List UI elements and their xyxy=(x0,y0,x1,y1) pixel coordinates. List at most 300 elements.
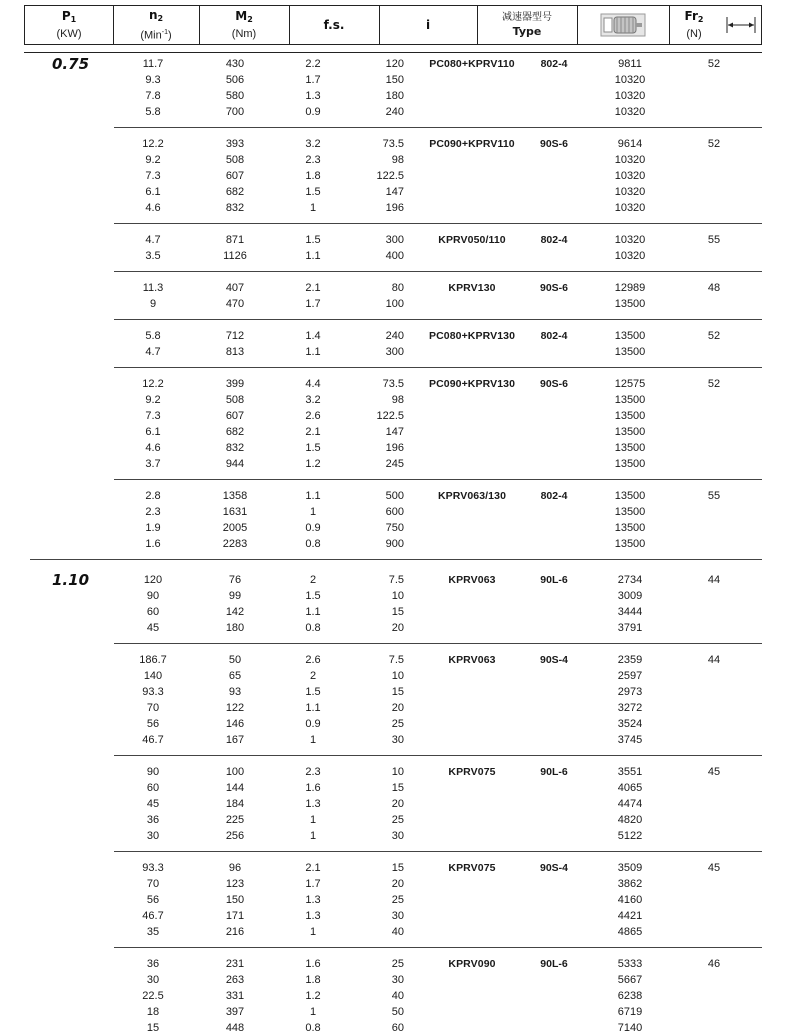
service-factor-cell: 1.3 xyxy=(305,90,321,102)
gear-section xyxy=(0,860,790,940)
table-row xyxy=(0,520,790,536)
radial-load-cell: 4421 xyxy=(617,910,643,922)
output-speed-cell: 60 xyxy=(146,782,160,794)
ratio-cell: 400 xyxy=(385,250,404,262)
service-factor-cell: 2.1 xyxy=(305,282,321,294)
service-factor-cell: 2 xyxy=(309,574,317,586)
gearbox-type-cell: PC080+KPRV110 xyxy=(429,58,515,70)
ratio-cell: 900 xyxy=(385,538,404,550)
gear-section xyxy=(0,652,790,748)
table-row xyxy=(0,200,790,216)
shaft-size-cell: 48 xyxy=(707,282,721,294)
output-speed-cell: 9.2 xyxy=(145,154,161,166)
radial-load-cell: 3272 xyxy=(617,702,643,714)
radial-load-cell: 12989 xyxy=(614,282,646,294)
section-divider xyxy=(114,947,762,948)
output-speed-cell: 7.3 xyxy=(145,170,161,182)
radial-load-cell: 10320 xyxy=(614,202,646,214)
ratio-cell: 245 xyxy=(385,458,404,470)
type-en-label: Type xyxy=(512,25,542,38)
gearbox-type-cell: KPRV050/110 xyxy=(438,234,506,246)
fr2-unit: (N) xyxy=(686,28,702,40)
ratio-cell: 7.5 xyxy=(388,654,404,666)
ratio-cell: 10 xyxy=(391,590,404,602)
motor-type-cell: 90L-6 xyxy=(540,958,568,970)
radial-load-cell: 2359 xyxy=(617,654,643,666)
ratio-cell: 40 xyxy=(391,926,404,938)
radial-load-cell: 3862 xyxy=(617,878,643,890)
output-speed-cell: 12.2 xyxy=(142,138,164,150)
radial-load-cell: 4160 xyxy=(617,894,643,906)
output-speed-cell: 22.5 xyxy=(142,990,164,1002)
gear-section xyxy=(0,56,790,120)
radial-load-cell: 13500 xyxy=(614,442,646,454)
output-torque-cell: 50 xyxy=(228,654,242,666)
table-row xyxy=(0,456,790,472)
table-row xyxy=(0,232,790,248)
radial-load-cell: 13500 xyxy=(614,522,646,534)
output-torque-cell: 216 xyxy=(225,926,245,938)
table-row xyxy=(0,620,790,636)
output-torque-cell: 430 xyxy=(225,58,245,70)
table-row xyxy=(0,184,790,200)
output-torque-cell: 171 xyxy=(225,910,245,922)
service-factor-cell: 1 xyxy=(309,506,317,518)
i-symbol: i xyxy=(425,18,431,32)
ratio-cell: 98 xyxy=(391,154,404,166)
output-torque-cell: 142 xyxy=(225,606,245,618)
output-torque-cell: 393 xyxy=(225,138,245,150)
output-speed-cell: 4.7 xyxy=(145,346,161,358)
output-speed-cell: 30 xyxy=(146,974,160,986)
service-factor-cell: 1.5 xyxy=(305,686,321,698)
output-torque-cell: 682 xyxy=(225,186,245,198)
ratio-cell: 25 xyxy=(391,958,404,970)
gearbox-type-cell: KPRV063/130 xyxy=(437,490,507,502)
output-speed-cell: 7.8 xyxy=(145,90,161,102)
service-factor-cell: 1 xyxy=(309,1006,317,1018)
ratio-cell: 7.5 xyxy=(388,574,404,586)
shaft-size-cell: 44 xyxy=(707,574,721,586)
shaft-size-cell: 52 xyxy=(707,58,721,70)
motor-type-cell: 90S-6 xyxy=(539,138,569,150)
radial-load-cell: 3509 xyxy=(617,862,643,874)
output-speed-cell: 70 xyxy=(146,878,160,890)
header-fs xyxy=(289,6,379,44)
output-torque-cell: 607 xyxy=(225,410,245,422)
header-fr2 xyxy=(669,6,719,44)
section-divider xyxy=(114,271,762,272)
output-speed-cell: 56 xyxy=(146,718,160,730)
table-row xyxy=(0,716,790,732)
output-speed-cell: 70 xyxy=(146,702,160,714)
motor-type-cell: 802-4 xyxy=(540,234,568,246)
table-row xyxy=(0,376,790,392)
section-divider xyxy=(114,319,762,320)
output-torque-cell: 184 xyxy=(225,798,245,810)
service-factor-cell: 1.7 xyxy=(305,878,321,890)
service-factor-cell: 4.4 xyxy=(305,378,321,390)
output-speed-cell: 36 xyxy=(146,958,160,970)
table-row xyxy=(0,280,790,296)
service-factor-cell: 2.1 xyxy=(305,862,321,874)
ratio-cell: 30 xyxy=(391,830,404,842)
radial-load-cell: 3009 xyxy=(617,590,643,602)
radial-load-cell: 10320 xyxy=(614,170,646,182)
service-factor-cell: 0.9 xyxy=(305,522,321,534)
table-row xyxy=(0,876,790,892)
table-row xyxy=(0,988,790,1004)
ratio-cell: 25 xyxy=(391,894,404,906)
service-factor-cell: 1.8 xyxy=(305,170,321,182)
output-speed-cell: 2.3 xyxy=(145,506,161,518)
ratio-cell: 20 xyxy=(391,798,404,810)
output-torque-cell: 508 xyxy=(225,154,245,166)
output-torque-cell: 144 xyxy=(225,782,245,794)
service-factor-cell: 1 xyxy=(309,814,317,826)
output-torque-cell: 180 xyxy=(225,622,245,634)
service-factor-cell: 0.8 xyxy=(305,622,321,634)
ratio-cell: 15 xyxy=(391,862,404,874)
gearbox-type-cell: KPRV075 xyxy=(448,766,496,778)
output-torque-cell: 944 xyxy=(225,458,245,470)
service-factor-cell: 1.2 xyxy=(305,990,321,1002)
ratio-cell: 30 xyxy=(391,734,404,746)
output-speed-cell: 30 xyxy=(146,830,160,842)
radial-load-cell: 5333 xyxy=(617,958,643,970)
ratio-cell: 40 xyxy=(391,990,404,1002)
section-divider xyxy=(114,643,762,644)
output-speed-cell: 140 xyxy=(143,670,163,682)
table-row xyxy=(0,972,790,988)
output-torque-cell: 99 xyxy=(228,590,242,602)
radial-load-cell: 10320 xyxy=(614,250,646,262)
service-factor-cell: 1.1 xyxy=(305,250,321,262)
output-speed-cell: 6.1 xyxy=(145,426,161,438)
output-speed-cell: 4.7 xyxy=(145,234,161,246)
shaft-size-cell: 52 xyxy=(707,138,721,150)
table-row xyxy=(0,152,790,168)
table-row xyxy=(0,796,790,812)
radial-load-cell: 3791 xyxy=(617,622,643,634)
motor-type-cell: 802-4 xyxy=(540,330,568,342)
table-row xyxy=(0,860,790,876)
service-factor-cell: 2.6 xyxy=(305,410,321,422)
radial-load-cell: 10320 xyxy=(614,154,646,166)
output-speed-cell: 11.7 xyxy=(142,58,164,70)
output-torque-cell: 682 xyxy=(225,426,245,438)
radial-load-cell: 5667 xyxy=(617,974,643,986)
radial-load-cell: 3745 xyxy=(617,734,643,746)
shaft-size-cell: 55 xyxy=(707,234,721,246)
table-row xyxy=(0,604,790,620)
radial-load-cell: 13500 xyxy=(614,458,646,470)
gearbox-type-cell: PC090+KPRV110 xyxy=(429,138,515,150)
gear-section xyxy=(0,956,790,1036)
shaft-size-cell: 55 xyxy=(707,490,721,502)
motor-type-cell: 90S-4 xyxy=(539,654,569,666)
service-factor-cell: 1 xyxy=(309,202,317,214)
output-torque-cell: 225 xyxy=(225,814,245,826)
table-row xyxy=(0,440,790,456)
motor-type-cell: 90S-6 xyxy=(539,378,569,390)
output-speed-cell: 90 xyxy=(146,590,160,602)
motor-type-cell: 802-4 xyxy=(540,490,568,502)
service-factor-cell: 1 xyxy=(309,830,317,842)
m2-symbol: $M_2$ xyxy=(235,9,253,24)
service-factor-cell: 1.1 xyxy=(305,606,321,618)
header-motor xyxy=(577,6,669,44)
m2-unit: (Nm) xyxy=(231,28,257,40)
radial-load-cell: 4474 xyxy=(617,798,643,810)
service-factor-cell: 1.7 xyxy=(305,74,321,86)
ratio-cell: 25 xyxy=(391,718,404,730)
output-torque-cell: 123 xyxy=(225,878,245,890)
output-torque-cell: 508 xyxy=(225,394,245,406)
service-factor-cell: 1.5 xyxy=(305,234,321,246)
radial-load-cell: 4065 xyxy=(617,782,643,794)
motor-type-cell: 90S-6 xyxy=(539,282,569,294)
gear-section xyxy=(0,488,790,552)
ratio-cell: 15 xyxy=(391,686,404,698)
output-torque-cell: 231 xyxy=(225,958,245,970)
radial-load-cell: 2597 xyxy=(617,670,643,682)
service-factor-cell: 1.3 xyxy=(305,910,321,922)
output-torque-cell: 150 xyxy=(225,894,245,906)
service-factor-cell: 0.8 xyxy=(305,538,321,550)
output-torque-cell: 76 xyxy=(228,574,242,586)
table-row xyxy=(0,588,790,604)
gearbox-type-cell: KPRV063 xyxy=(448,574,496,586)
table-row xyxy=(0,88,790,104)
radial-load-cell: 13500 xyxy=(614,346,646,358)
table-row xyxy=(0,668,790,684)
output-speed-cell: 3.5 xyxy=(145,250,161,262)
output-speed-cell: 46.7 xyxy=(142,910,164,922)
output-torque-cell: 813 xyxy=(225,346,245,358)
service-factor-cell: 1.3 xyxy=(305,894,321,906)
power-rating: 1.10 xyxy=(52,571,90,589)
service-factor-cell: 0.9 xyxy=(305,718,321,730)
output-speed-cell: 35 xyxy=(146,926,160,938)
service-factor-cell: 1 xyxy=(309,734,317,746)
radial-load-cell: 5122 xyxy=(617,830,643,842)
output-torque-cell: 100 xyxy=(225,766,245,778)
output-torque-cell: 331 xyxy=(225,990,245,1002)
output-speed-cell: 3.7 xyxy=(145,458,161,470)
service-factor-cell: 0.8 xyxy=(305,1022,321,1034)
radial-load-cell: 9614 xyxy=(617,138,643,150)
table-row xyxy=(0,684,790,700)
motor-type-cell: 90L-6 xyxy=(540,766,568,778)
radial-load-cell: 4865 xyxy=(617,926,643,938)
header-rule xyxy=(24,52,762,53)
table-row xyxy=(0,924,790,940)
ratio-cell: 73.5 xyxy=(382,378,404,390)
output-speed-cell: 5.8 xyxy=(145,106,161,118)
output-speed-cell: 45 xyxy=(146,622,160,634)
output-speed-cell: 120 xyxy=(143,574,163,586)
service-factor-cell: 2 xyxy=(309,670,317,682)
output-torque-cell: 65 xyxy=(228,670,242,682)
service-factor-cell: 1.5 xyxy=(305,442,321,454)
n2-symbol: $n_2$ xyxy=(148,7,164,23)
output-torque-cell: 712 xyxy=(225,330,245,342)
power-group-divider xyxy=(30,559,762,560)
ratio-cell: 20 xyxy=(391,702,404,714)
table-row xyxy=(0,424,790,440)
radial-load-cell: 2734 xyxy=(617,574,643,586)
gear-section xyxy=(0,136,790,216)
output-speed-cell: 186.7 xyxy=(139,654,167,666)
output-torque-cell: 263 xyxy=(225,974,245,986)
output-speed-cell: 60 xyxy=(146,606,160,618)
table-row xyxy=(0,892,790,908)
output-speed-cell: 4.6 xyxy=(145,442,161,454)
ratio-cell: 300 xyxy=(385,346,404,358)
output-torque-cell: 832 xyxy=(225,202,245,214)
radial-load-cell: 13500 xyxy=(614,538,646,550)
service-factor-cell: 1.7 xyxy=(305,298,321,310)
ratio-cell: 500 xyxy=(385,490,404,502)
ratio-cell: 240 xyxy=(385,330,404,342)
ratio-cell: 25 xyxy=(391,814,404,826)
radial-load-cell: 6719 xyxy=(617,1006,643,1018)
ratio-cell: 122.5 xyxy=(376,170,404,182)
ratio-cell: 122.5 xyxy=(376,410,404,422)
ratio-cell: 15 xyxy=(391,782,404,794)
ratio-cell: 600 xyxy=(385,506,404,518)
service-factor-cell: 1 xyxy=(309,926,317,938)
shaft-size-cell: 46 xyxy=(707,958,721,970)
output-torque-cell: 700 xyxy=(225,106,245,118)
table-row xyxy=(0,956,790,972)
output-speed-cell: 36 xyxy=(146,814,160,826)
output-speed-cell: 15 xyxy=(146,1022,160,1034)
output-torque-cell: 1631 xyxy=(222,506,248,518)
shaft-size-cell: 45 xyxy=(707,862,721,874)
gearbox-type-cell: KPRV130 xyxy=(448,282,496,294)
header-i xyxy=(379,6,477,44)
ratio-cell: 180 xyxy=(385,90,404,102)
table-row xyxy=(0,328,790,344)
service-factor-cell: 1.1 xyxy=(305,346,321,358)
service-factor-cell: 1.8 xyxy=(305,974,321,986)
output-speed-cell: 1.6 xyxy=(145,538,161,550)
radial-load-cell: 3524 xyxy=(617,718,643,730)
output-torque-cell: 832 xyxy=(225,442,245,454)
table-row xyxy=(0,296,790,312)
p1-unit: (KW) xyxy=(56,28,82,40)
header-n2 xyxy=(113,6,199,44)
table-row xyxy=(0,104,790,120)
output-torque-cell: 407 xyxy=(225,282,245,294)
output-torque-cell: 146 xyxy=(225,718,245,730)
ratio-cell: 10 xyxy=(391,670,404,682)
service-factor-cell: 1.1 xyxy=(305,490,321,502)
output-speed-cell: 11.3 xyxy=(142,282,164,294)
output-speed-cell: 9.2 xyxy=(145,394,161,406)
fs-symbol: f.s. xyxy=(323,18,345,32)
header-m2 xyxy=(199,6,289,44)
service-factor-cell: 2.1 xyxy=(305,426,321,438)
radial-load-cell: 13500 xyxy=(614,506,646,518)
table-row xyxy=(0,504,790,520)
ratio-cell: 80 xyxy=(391,282,404,294)
ratio-cell: 50 xyxy=(391,1006,404,1018)
shaft-dimension-icon xyxy=(724,14,758,36)
output-speed-cell: 93.3 xyxy=(142,686,164,698)
radial-load-cell: 13500 xyxy=(614,330,646,342)
output-torque-cell: 399 xyxy=(225,378,245,390)
power-rating: 0.75 xyxy=(52,55,90,73)
output-torque-cell: 607 xyxy=(225,170,245,182)
service-factor-cell: 2.2 xyxy=(305,58,321,70)
table-row xyxy=(0,764,790,780)
output-speed-cell: 9.3 xyxy=(145,74,161,86)
radial-load-cell: 12575 xyxy=(614,378,646,390)
output-speed-cell: 12.2 xyxy=(142,378,164,390)
gearbox-type-cell: PC080+KPRV130 xyxy=(428,330,516,342)
service-factor-cell: 3.2 xyxy=(305,138,321,150)
header-p1 xyxy=(25,6,113,44)
output-torque-cell: 448 xyxy=(225,1022,245,1034)
output-speed-cell: 2.8 xyxy=(145,490,161,502)
table-row xyxy=(0,344,790,360)
ratio-cell: 20 xyxy=(391,622,404,634)
header-type xyxy=(477,6,577,44)
fr2-symbol: $Fr_2$ xyxy=(684,9,704,24)
table-row xyxy=(0,652,790,668)
section-divider xyxy=(114,223,762,224)
ratio-cell: 196 xyxy=(385,442,404,454)
radial-load-cell: 9811 xyxy=(618,58,642,70)
service-factor-cell: 1.6 xyxy=(305,958,321,970)
ratio-cell: 20 xyxy=(391,878,404,890)
section-divider xyxy=(114,367,762,368)
ratio-cell: 147 xyxy=(385,186,404,198)
ratio-cell: 240 xyxy=(385,106,404,118)
output-torque-cell: 580 xyxy=(225,90,245,102)
gearbox-type-cell: KPRV075 xyxy=(448,862,496,874)
ratio-cell: 15 xyxy=(391,606,404,618)
ratio-cell: 196 xyxy=(385,202,404,214)
service-factor-cell: 1.1 xyxy=(305,702,321,714)
table-row xyxy=(0,136,790,152)
section-divider xyxy=(114,479,762,480)
table-row xyxy=(0,168,790,184)
output-speed-cell: 7.3 xyxy=(145,410,161,422)
table-row xyxy=(0,908,790,924)
gear-section xyxy=(0,376,790,472)
gearbox-type-cell: PC090+KPRV130 xyxy=(428,378,516,390)
radial-load-cell: 10320 xyxy=(614,90,646,102)
shaft-size-cell: 44 xyxy=(707,654,721,666)
table-row xyxy=(0,1020,790,1036)
output-torque-cell: 470 xyxy=(225,298,245,310)
ratio-cell: 150 xyxy=(385,74,404,86)
gear-section xyxy=(0,764,790,844)
gear-section xyxy=(0,232,790,264)
radial-load-cell: 13500 xyxy=(614,298,646,310)
ratio-cell: 60 xyxy=(391,1022,404,1034)
motor-type-cell: 802-4 xyxy=(540,58,568,70)
service-factor-cell: 1.5 xyxy=(305,186,321,198)
output-torque-cell: 2005 xyxy=(222,522,248,534)
table-row xyxy=(0,536,790,552)
output-torque-cell: 256 xyxy=(225,830,245,842)
motor-icon xyxy=(600,11,646,39)
